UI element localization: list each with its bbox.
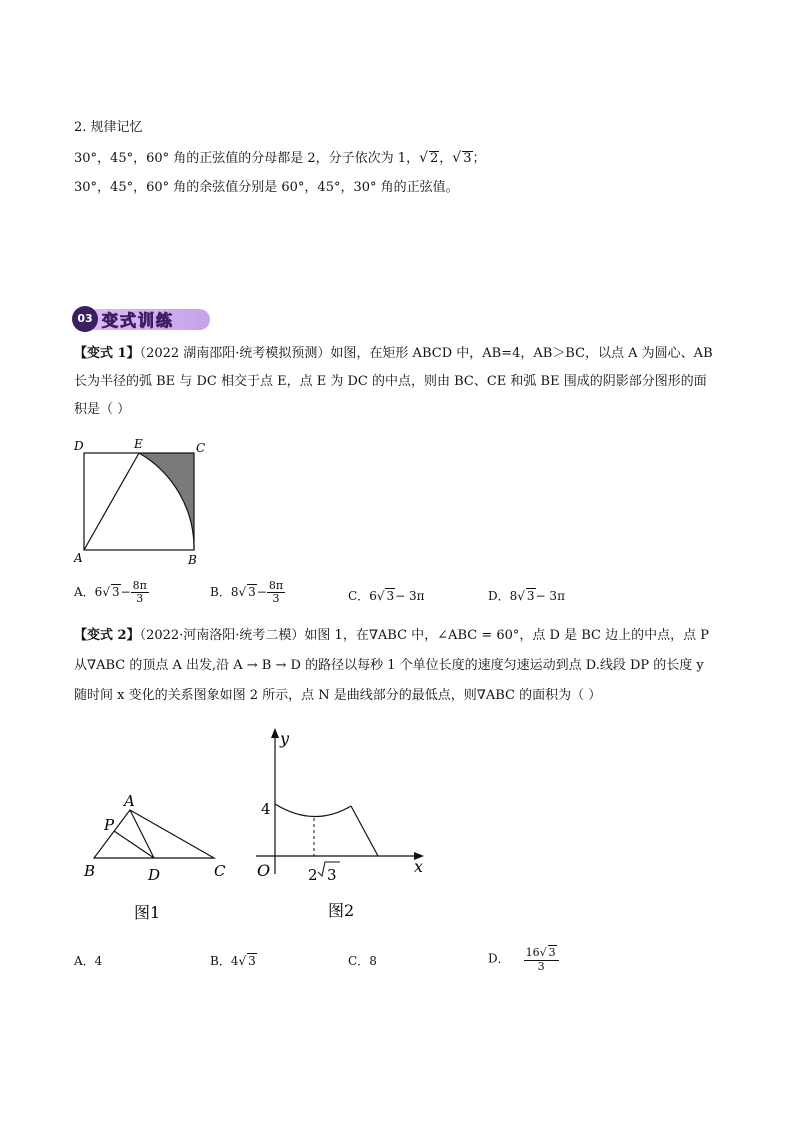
caption-figure-2: 图2 [328,901,355,920]
q2-figure-1 [76,790,236,920]
q2-option-c[interactable]: C．8 [348,954,377,968]
label-b: B [188,553,197,567]
value-4: 4 [261,800,271,818]
caption-figure-1: 图1 [134,903,161,920]
section-badge [72,306,210,332]
x-label: x [414,857,424,876]
y-axis-arrow [271,728,279,738]
label-d: D [148,866,161,884]
shaded-region [139,453,194,550]
q1-option-a[interactable]: A．6√ 3− $\frac{8\pi}{3}$ [74,579,147,605]
label-a: A [124,792,135,810]
q2-line3: 随时间 x 变化的关系图象如图 2 所示，点 N 是曲线部分的最低点，则∇ABC 的面积为（ ） [74,688,602,703]
tick-rad: 3 [327,866,337,884]
sine-rule-text: 30°，45°，60° 角的正弦值的分母都是 2，分子依次为 1， [74,151,420,166]
label-c: C [214,862,226,880]
y-label: y [280,729,290,748]
q1-option-d[interactable]: D．8√ 3− 3π [488,589,565,603]
badge-number: 03 [72,306,98,332]
q2-line2: 从∇ABC 的顶点 A 出发,沿 A → B → D 的路径以每秒 1 个单位长度的速度匀速运动到点 D.线段 DP 的长度 y [74,658,704,673]
sqrt-3: 3 [463,151,472,166]
origin-label: O [257,861,271,880]
q1-line3: 积是（ ） [74,402,131,417]
curve-segment [275,804,351,817]
section-title: 2. 规律记忆 [74,120,143,135]
label-p: P [104,816,115,834]
q1-option-b[interactable]: B．8√ 3− $\frac{8\pi}{3}$ [210,579,284,605]
segment-pd [114,831,154,858]
label-b: B [84,862,96,880]
q1-tag: 【变式 1】 [74,346,140,361]
cosine-rule-line: 30°，45°，60° 角的余弦值分别是 60°，45°，30° 角的正弦值。 [74,180,459,195]
q2-option-b[interactable]: B．4√ 3 [210,954,256,968]
q2-option-d[interactable]: D． $\frac{16√ 3}{3}$ [488,945,559,973]
label-e: E [134,437,143,451]
linear-segment [351,806,378,856]
q1-line2: 长为半径的弧 BE 与 DC 相交于点 E，点 E 为 DC 的中点，则由 BC、CE 和弧 BE 围成的阴影部分图形的面 [74,374,707,389]
sqrt-2: 2 [430,151,439,166]
q2-tag: 【变式 2】 [74,628,140,643]
q2-line1: 【变式 2】（2022·河南洛阳·统考二模）如图 1，在∇ABC 中，∠ABC = 60°，点 D 是 BC 边上的中点，点 P [74,628,709,643]
q1-figure [72,436,212,570]
q1-line1: 【变式 1】（2022 湖南邵阳·统考模拟预测）如图，在矩形 ABCD 中，AB=4，AB＞BC，以点 A 为圆心、AB [74,346,713,361]
q2-figure-2 [248,724,438,924]
label-c: C [196,441,206,455]
label-a: A [74,551,83,565]
tick-coef: 2 [308,866,318,884]
q2-option-a[interactable]: A．4 [74,954,103,968]
segment-ae [84,453,139,550]
label-d: D [74,439,84,453]
badge-label: 变式训练 [102,311,175,330]
sine-rule-line: 30°，45°，60° 角的正弦值的分母都是 2，分子依次为 1，√ 2，√ 3； [74,150,486,166]
q1-option-c[interactable]: C．6√ 3− 3π [348,589,425,603]
